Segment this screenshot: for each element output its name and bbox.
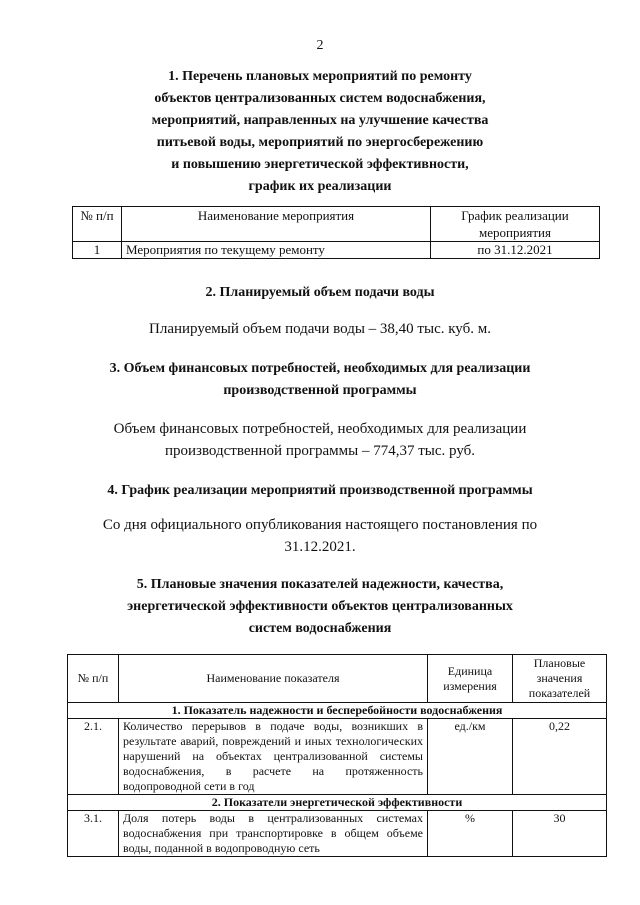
section-4-text-line: Со дня официального опубликования настоящего постановления по (102, 517, 538, 533)
table-row (73, 242, 600, 259)
table-cell: 30 (513, 811, 607, 857)
section-2-text: Планируемый объем подачи воды – 38,40 тыс. куб. м. (149, 321, 491, 337)
section-1-title-line: объектов централизованных систем водоснабжения, (154, 91, 486, 106)
table-row (68, 719, 607, 795)
table-group-row (68, 795, 607, 811)
section-4-text (0, 514, 640, 558)
table-header-row (68, 655, 607, 703)
table-cell: Доля потерь воды в централизованных системах водоснабжения при транспортировке в общем объеме воды, поданной в водопроводную сеть (119, 811, 428, 857)
table-cell: % (428, 811, 513, 857)
table-cell: ед./км (428, 719, 513, 795)
section-5-title-line: 5. Плановые значения показателей надежности, качества, (136, 577, 504, 592)
section-5-title-line: систем водоснабжения (248, 621, 392, 636)
table-group-row (68, 703, 607, 719)
column-header-unit: Единица измерения (428, 655, 513, 703)
section-3-title-line: производственной программы (223, 383, 417, 398)
column-header-measure-name: Наименование мероприятия (122, 207, 431, 242)
section-3-text-line: производственной программы – 774,37 тыс. руб. (164, 443, 476, 459)
table-cell: Мероприятия по текущему ремонту (122, 242, 431, 259)
section-1-title-line: мероприятий, направленных на улучшение качества (151, 113, 489, 128)
section-5-title-line: энергетической эффективности объектов централизованных (127, 599, 513, 614)
indicators-table (67, 654, 607, 857)
column-header-number: № п/п (73, 207, 122, 242)
table-cell: 1 (73, 242, 122, 259)
group-title: 2. Показатели энергетической эффективности (68, 795, 607, 811)
section-3-title-line: 3. Объем финансовых потребностей, необходимых для реализации (109, 361, 531, 376)
table-header-row (73, 207, 600, 242)
table-cell: 2.1. (68, 719, 119, 795)
section-3-text (0, 418, 640, 462)
group-title: 1. Показатель надежности и бесперебойности водоснабжения (68, 703, 607, 719)
section-1-title-line: и повышению энергетической эффективности, (171, 157, 469, 172)
section-3-text-line: Объем финансовых потребностей, необходимых для реализации (113, 421, 527, 437)
section-1-title-line: график их реализации (248, 179, 392, 194)
section-3-title (0, 358, 640, 402)
section-2-title: 2. Планируемый объем подачи воды (205, 285, 435, 300)
column-header-schedule: График реализации мероприятия (431, 207, 600, 242)
section-4-title: 4. График реализации мероприятий производственной программы (107, 483, 533, 498)
table-cell: 3.1. (68, 811, 119, 857)
section-1-title (0, 66, 640, 198)
table-cell: 0,22 (513, 719, 607, 795)
table-cell: по 31.12.2021 (431, 242, 600, 259)
table-row (68, 811, 607, 857)
column-header-number: № п/п (68, 655, 119, 703)
page-number: 2 (316, 38, 324, 53)
section-4-text-line: 31.12.2021. (284, 539, 356, 555)
measures-table (72, 206, 600, 259)
table-cell: Количество перерывов в подаче воды, возникших в результате аварий, повреждений и иных технологических нарушений на объектах централизованной системы водоснабжения, в расчете на протяженность водопроводной сети в год (119, 719, 428, 795)
section-1-title-line: питьевой воды, мероприятий по энергосбережению (156, 135, 484, 150)
section-1-title-line: 1. Перечень плановых мероприятий по ремонту (168, 69, 472, 84)
column-header-planned-values: Плановые значения показателей (513, 655, 607, 703)
column-header-indicator-name: Наименование показателя (119, 655, 428, 703)
section-5-title (0, 574, 640, 640)
